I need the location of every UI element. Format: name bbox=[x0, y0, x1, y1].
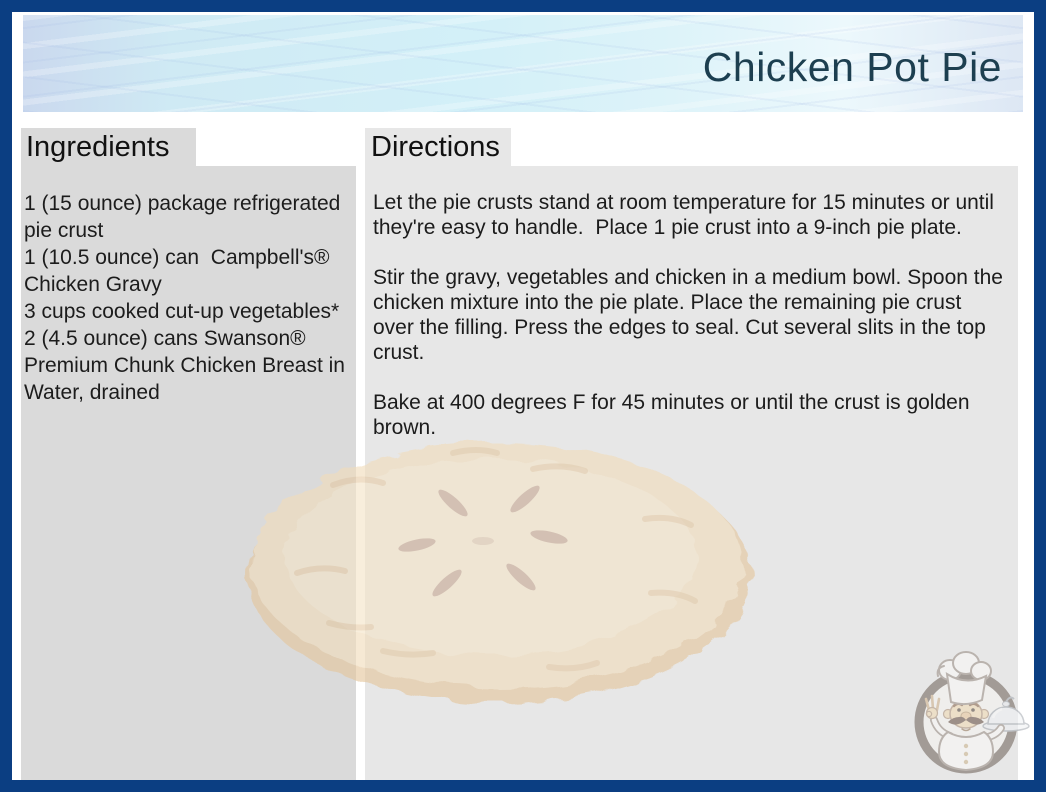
title-banner bbox=[23, 15, 1023, 112]
direction-paragraph: Let the pie crusts stand at room temperature for 15 minutes or until they're easy to handle. Place 1 pie crust into a 9-inch pie plate. bbox=[373, 191, 1000, 239]
directions-heading: Directions bbox=[371, 130, 500, 163]
chef-logo-icon bbox=[904, 650, 1032, 778]
pie-watermark-icon bbox=[233, 423, 767, 715]
directions-heading-box bbox=[365, 128, 511, 166]
ingredients-heading-box bbox=[21, 128, 196, 166]
ingredient-item: 3 cups cooked cut-up vegetables* bbox=[24, 300, 340, 323]
ingredient-item: 1 (10.5 ounce) can Campbell's® Chicken Gravy bbox=[24, 246, 336, 296]
ingredient-item: 2 (4.5 ounce) cans Swanson® Premium Chunk Chicken Breast in Water, drained bbox=[24, 327, 351, 404]
ingredients-heading: Ingredients bbox=[26, 130, 170, 163]
recipe-title: Chicken Pot Pie bbox=[702, 44, 1002, 90]
direction-paragraph: Bake at 400 degrees F for 45 minutes or until the crust is golden brown. bbox=[373, 391, 976, 439]
direction-paragraph: Stir the gravy, vegetables and chicken in a medium bowl. Spoon the chicken mixture into the pie plate. Place the remaining pie crust over the filling. Press the edges to seal. Cut several slits in the top crust. bbox=[373, 266, 1009, 364]
ingredient-item: 1 (15 ounce) package refrigerated pie crust bbox=[24, 192, 347, 242]
